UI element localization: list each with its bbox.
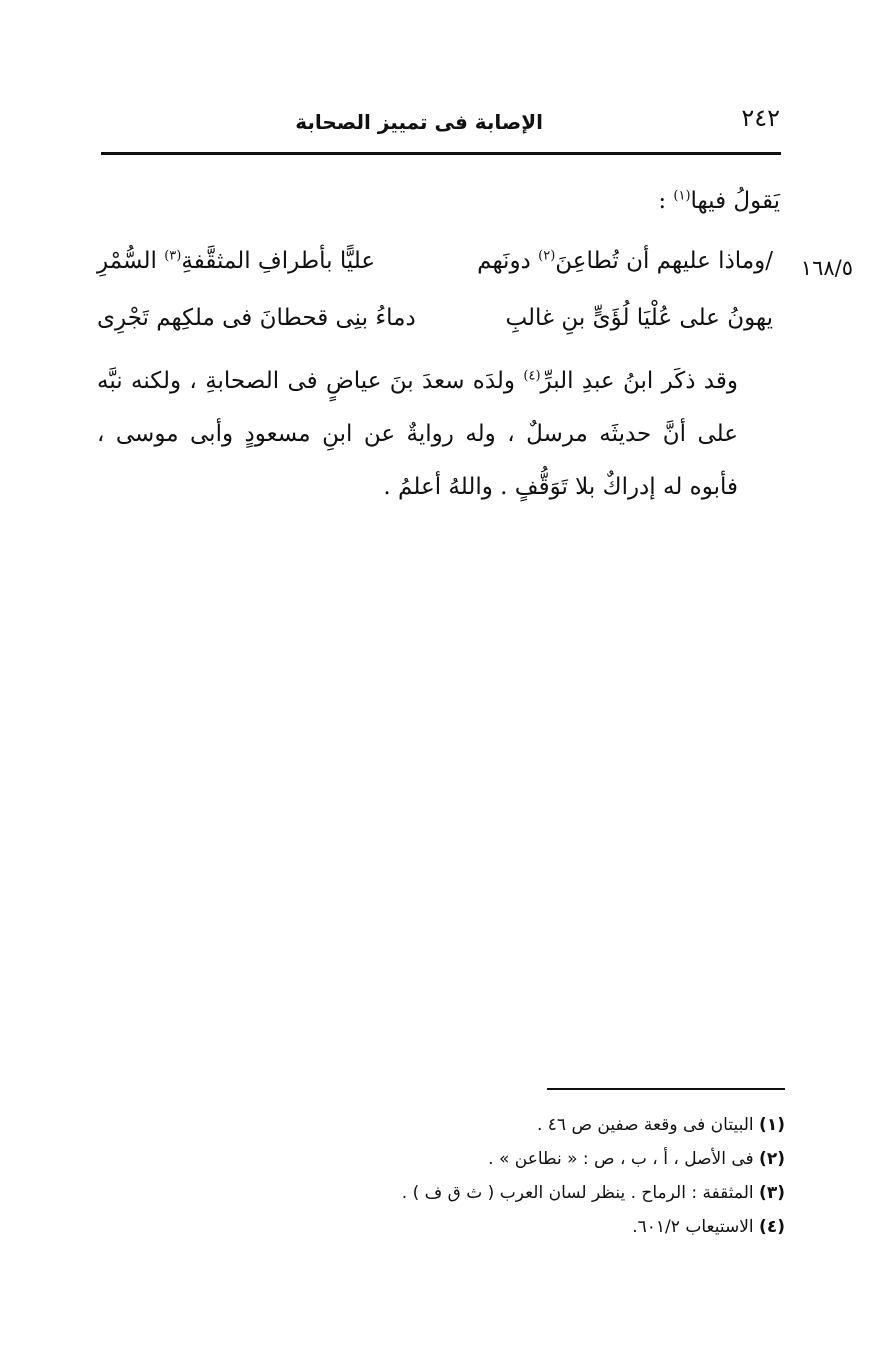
- footnote-marker-4: (٤): [523, 368, 541, 384]
- footnote-marker-1: (١): [673, 188, 691, 204]
- header-rule: [101, 152, 781, 155]
- verse-1-first-hemistich: [477, 248, 773, 274]
- intro-colon: :: [658, 188, 674, 214]
- footnote-2: [185, 1142, 785, 1176]
- verse-2-second-hemistich: دماءُ بنِى قحطانَ فى ملكِهم تَجْرِى: [97, 305, 416, 331]
- footnote-4-number: (٤): [759, 1217, 785, 1237]
- footnote-marker-3: (٣): [164, 248, 182, 264]
- footnote-3-number: (٣): [759, 1183, 785, 1203]
- footnote-1: [185, 1108, 785, 1142]
- verse-1-second-hemistich: [97, 248, 375, 274]
- intro-text: يَقولُ فيها: [690, 188, 780, 214]
- footnote-3: [185, 1176, 785, 1210]
- footnote-2-number: (٢): [759, 1149, 785, 1169]
- footnote-4: [185, 1210, 785, 1244]
- verse-line-2: [97, 305, 773, 331]
- paragraph-text-1: وقد ذكَر ابنُ عبدِ البرِّ: [540, 368, 738, 394]
- body-paragraph: [97, 355, 780, 514]
- footnote-1-number: (١): [759, 1115, 785, 1135]
- footnote-rule: [547, 1088, 785, 1090]
- verse-1-second-text: عليًّا بأطرافِ المثقَّفةِ: [181, 248, 376, 274]
- footnotes: [185, 1108, 785, 1244]
- page-number: ٢٤٢: [741, 104, 780, 132]
- intro-line: [658, 188, 780, 214]
- footnote-3-text: المثقفة : الرماح . ينظر لسان العرب ( ث ق ف ) .: [401, 1183, 760, 1203]
- verse-1-second-tail: السُّمْرِ: [97, 248, 165, 274]
- margin-reference: ١٦٨/٥: [800, 256, 853, 280]
- footnote-2-text: فى الأصل ، أ ، ب ، ص : « نطاعن » .: [488, 1149, 760, 1169]
- verse-1-first-tail: دونَهم: [477, 248, 539, 274]
- footnote-4-text: الاستيعاب ٦٠١/٢.: [632, 1217, 760, 1237]
- footnote-1-text: البيتان فى وقعة صفين ص ٤٦ .: [536, 1115, 760, 1135]
- verse-2-first-hemistich: يهونُ على عُلْيَا لُؤَىٍّ بنِ غالبِ: [505, 305, 773, 331]
- footnote-marker-2: (٢): [538, 248, 556, 264]
- running-title: الإصابة فى تمييز الصحابة: [295, 110, 543, 134]
- paragraph-text-2: ولدَه سعدَ بنَ عياضٍ فى الصحابةِ ، ولكنه نبَّه على أنَّ حديثَه مرسلٌ ، وله روايةٌ عن ابنِ مسعودٍ وأبى موسى ، فأبوه له إدراكٌ بلا تَوَقُّفٍ . واللهُ أعلمُ .: [97, 368, 738, 500]
- verse-1-first-text: /وماذا عليهم أن تُطاعِنَ: [555, 248, 773, 274]
- verse-line-1: [97, 248, 773, 274]
